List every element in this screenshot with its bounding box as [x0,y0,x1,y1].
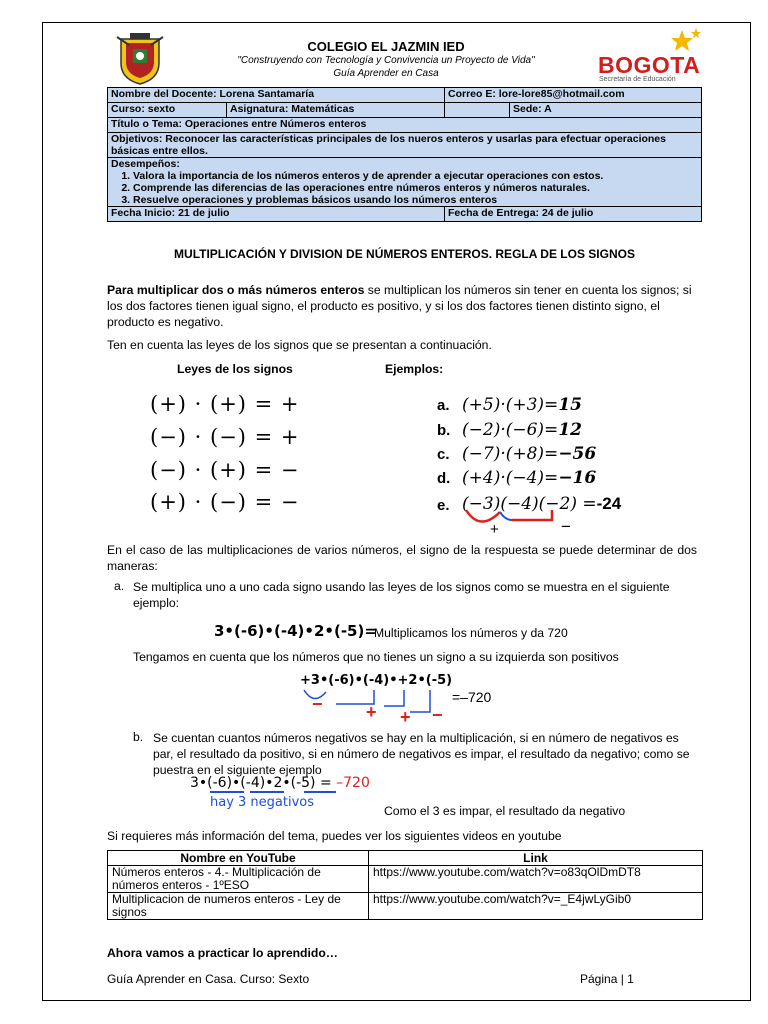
example-letter: a. [437,397,450,414]
laws-intro: Ten en cuenta las leyes de los signos que se presentan a continuación. [107,338,492,352]
minus-sign: − [561,517,571,536]
star-icon [668,28,702,54]
bogota-logo-word: BOGOTA [598,52,701,78]
topic-cell: Título o Tema: Operaciones entre Números enteros [108,118,702,133]
table-row [108,866,703,893]
site-cell: Sede: A [510,103,702,118]
example-expression: (−3)(−4)(−2) =-24 [462,494,622,514]
example-letter: d. [437,470,451,487]
video-name: Números enteros - 4.- Multiplicación de números enteros - 1ºESO [108,866,369,893]
video-link[interactable]: https://www.youtube.com/watch?v=_E4jwLyGib0 [369,893,703,920]
intro-text: se multiplican los números sin tener en cuenta los signos; si los dos factores tienen igual signo, el producto es positivo, y si los dos factores tienen distinto signo, el producto es negativo. [107,283,692,329]
sign-law: (+) · (−) = − [150,490,300,514]
method-a-sign: + [366,702,377,722]
intro-bold: Para multiplicar dos o más números enteros [107,283,365,297]
sign-law: (−) · (+) = − [150,458,300,482]
example-expression: (−2)·(−6)=12 [462,420,582,440]
example-letter: c. [437,446,450,463]
videos-header-name: Nombre en YouTube [108,851,369,866]
plus-sign: + [490,521,499,538]
performances-cell [108,158,702,207]
videos-header-link: Link [369,851,703,866]
sign-law: (+) · (+) = + [150,392,300,416]
method-a-reminder: Tengamos en cuenta que los números que no tienes un signo a su izquierda son positivos [133,650,619,664]
footer-left: Guía Aprender en Casa. Curso: Sexto [107,972,310,986]
course-info-table [107,87,702,222]
lesson-title: MULTIPLICACIÓN Y DIVISION DE NÚMEROS ENTEROS. REGLA DE LOS SIGNOS [174,247,635,261]
performance-item: 1. Valora la importancia de los números enteros y de aprender a ejecutar operaciones con estos. [133,170,698,182]
method-a-sign: + [400,707,411,727]
school-crest-logo [115,33,165,85]
method-b-text: Se cuentan cuantos números negativos se hay en la multiplicación, si en número de negativos es par, el resultado da positivo, si en número de negativos es impar, el resultado da negativo; como se puestra en el siguiente ejemplo [153,731,690,777]
practice-heading: Ahora vamos a practicar lo aprendido… [107,946,338,960]
example-expression: (−7)·(+8)=−56 [462,444,597,464]
method-a-formula-signed: +3•(-6)•(-4)•+2•(-5) [300,673,453,688]
videos-table [107,850,703,920]
example-expression: (+5)·(+3)=15 [462,395,582,415]
performance-item: 3. Resuelve operaciones y problemas básicos usando los números enteros [133,194,698,206]
page-number: Página | 1 [580,972,634,986]
method-a-result: =–720 [452,689,492,705]
method-a-sign: − [432,705,443,725]
videos-intro: Si requieres más información del tema, puedes ver los siguientes videos en youtube [107,829,562,843]
course-cell: Curso: sexto [108,103,227,118]
method-a-label: a. [114,579,125,593]
intro-paragraph [107,282,697,330]
school-name: COLEGIO EL JAZMIN IED [307,39,465,54]
example-letter: e. [437,497,450,514]
method-a-formula: 3•(-6)•(-4)•2•(-5)= [214,622,377,640]
laws-title: Leyes de los signos [177,362,293,376]
teacher-cell: Nombre del Docente: Lorena Santamaría [108,88,445,103]
method-b-label: b. [133,730,144,744]
performances-title: Desempeños: [111,158,180,170]
table-row [108,893,703,920]
sign-brackets [460,508,570,534]
method-b-formula: 3•(-6)•(-4)•2•(-5) = –720 [190,775,370,791]
performances-list [111,170,698,206]
method-a-sign: − [312,694,323,714]
due-date-cell: Fecha de Entrega: 24 de julio [445,207,702,222]
sign-law: (−) · (−) = + [150,425,300,449]
start-date-cell: Fecha Inicio: 21 de julio [108,207,445,222]
multi-intro: En el caso de las multiplicaciones de varios números, el signo de la respuesta se puede determinar de dos maneras: [107,543,697,573]
example-expression: (+4)·(−4)=−16 [462,468,597,488]
empty-cell [445,103,510,118]
school-motto: "Construyendo con Tecnología y Convivencia un Proyecto de Vida" [237,55,535,66]
example-letter: b. [437,422,451,439]
objectives-cell: Objetivos: Reconocer las características principales de los nueros enteros y usarlas para efectuar operaciones básicas entre ellos. [108,133,702,158]
performance-item: 2. Comprende las diferencias de las operaciones entre números enteros y números naturales. [133,182,698,194]
method-a-note: Multiplicamos los números y da 720 [374,626,568,640]
method-b-count-note: hay 3 negativos [210,795,315,810]
video-name: Multiplicacion de numeros enteros - Ley de signos [108,893,369,920]
subject-cell: Asignatura: Matemáticas [227,103,445,118]
email-cell: Correo E: lore-lore85@hotmail.com [445,88,702,103]
bogota-logo-subtitle: Secretaría de Educación [599,76,676,83]
video-link[interactable]: https://www.youtube.com/watch?v=o83qOlDmDT8 [369,866,703,893]
method-a-text: Se multiplica uno a uno cada signo usando las leyes de los signos como se muestra en el siguiente ejemplo: [133,580,670,610]
method-b-odd-note: Como el 3 es impar, el resultado da negativo [384,804,626,818]
guide-subtitle: Guía Aprender en Casa [333,68,439,79]
examples-title: Ejemplos: [385,362,444,376]
